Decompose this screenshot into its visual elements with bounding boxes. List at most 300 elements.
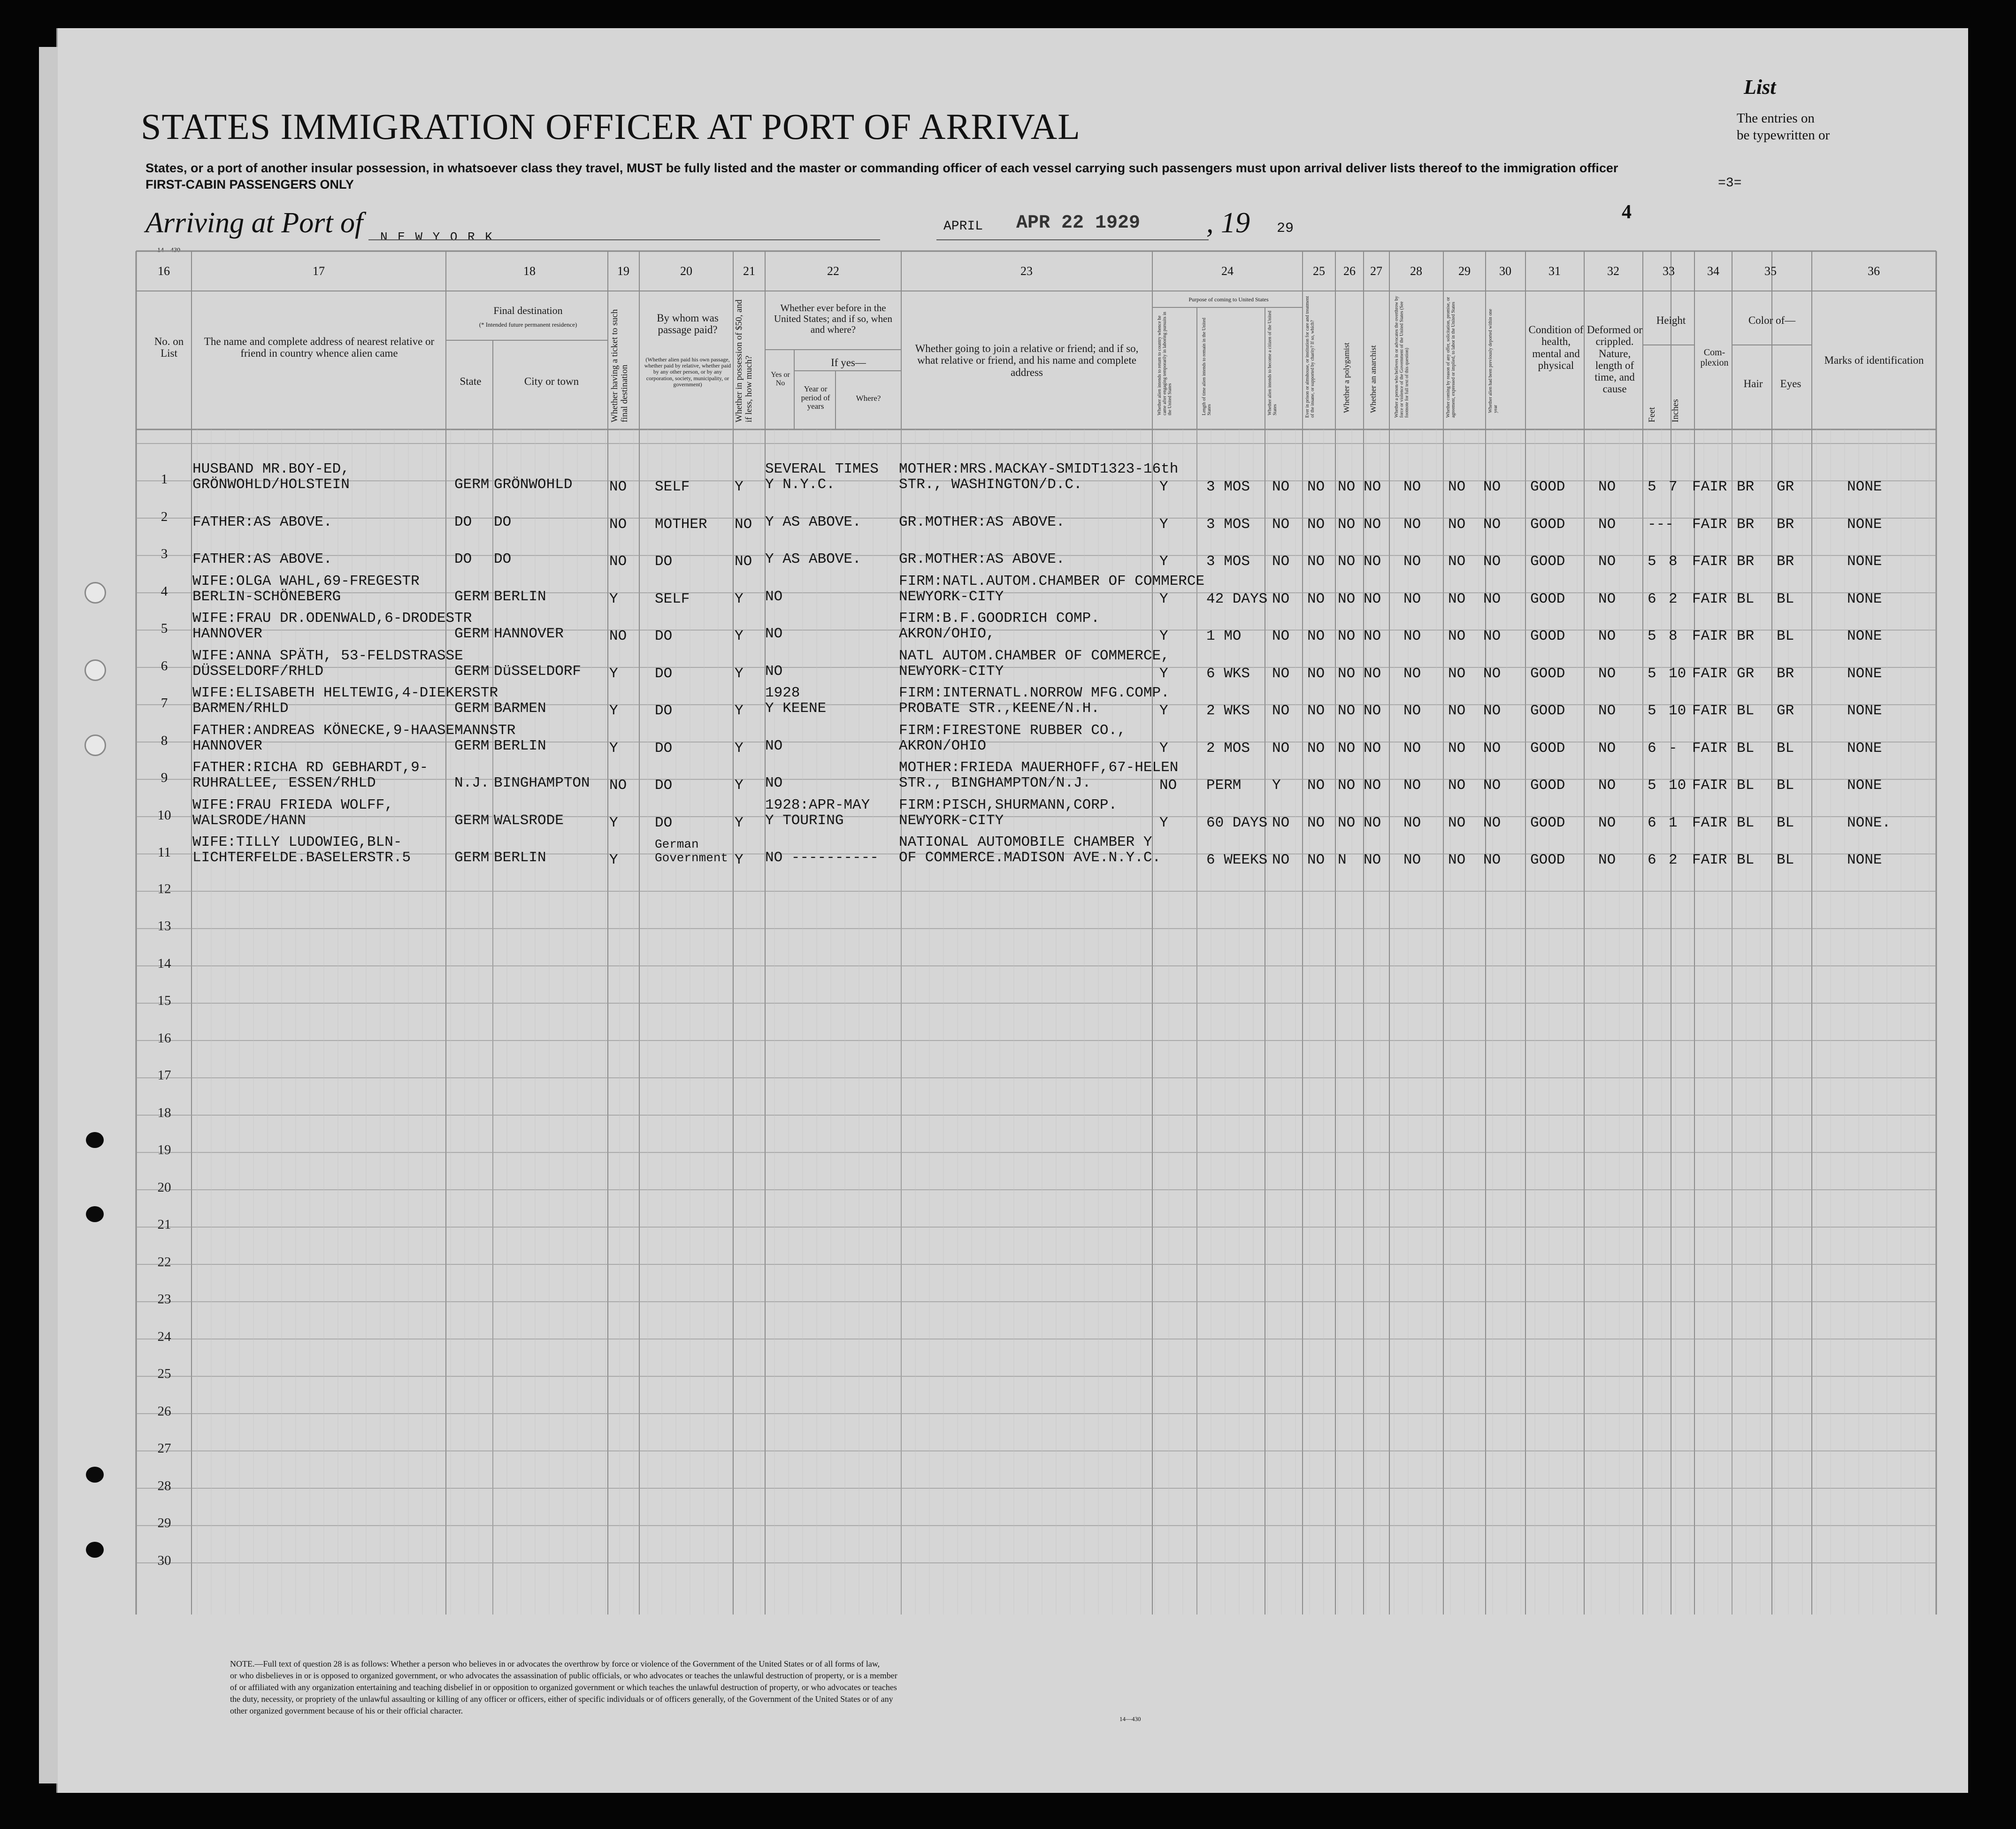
destination-city: DüSSELDORF (494, 663, 582, 680)
health-cell: GOOD (1530, 740, 1565, 757)
anarchist-cell: NO (1364, 590, 1381, 607)
passage-paid-cell: MOTHER (655, 516, 707, 533)
destination-city: BINGHAMPTON (494, 775, 590, 791)
row-number: 7 (161, 696, 168, 711)
complexion-cell: FAIR (1692, 814, 1727, 831)
header-period: Year or period of years (801, 384, 830, 411)
eye-color-cell: GR (1777, 703, 1794, 719)
row-number: 18 (157, 1105, 171, 1120)
column-number: 29 (1458, 264, 1471, 278)
hair-color-cell: BL (1737, 777, 1755, 794)
citizen-intent-cell: NO (1272, 740, 1290, 757)
footnote-line: or who disbelieves in or is opposed to organized government, or who advocates the assassination of public officials, or who advocates or teaches the unlawful destruction of property, or is a member (230, 1671, 897, 1680)
overthrow-cell: NO (1403, 852, 1421, 868)
ticket-cell: Y (609, 852, 618, 868)
polygamist-cell: NO (1338, 814, 1356, 831)
column-number: 36 (1868, 264, 1880, 278)
relative-line-2: DÜSSELDORF/RHLD (192, 663, 324, 680)
row-number: 8 (161, 733, 168, 748)
eye-color-cell: BL (1777, 590, 1794, 607)
year-prefix: , 19 (1206, 207, 1250, 239)
destination-state: DO (454, 513, 472, 530)
deported-cell: NO (1483, 777, 1501, 794)
row-number: 9 (161, 770, 168, 785)
length-of-stay-cell: 1 MO (1206, 628, 1242, 644)
money-cell: Y (735, 590, 744, 607)
complexion-cell: FAIR (1692, 852, 1727, 868)
destination-state: DO (454, 551, 472, 567)
joining-line-2: OF COMMERCE.MADISON AVE.N.Y.C. (899, 849, 1161, 866)
hair-color-cell: BL (1737, 814, 1755, 831)
relative-line-1: WIFE:FRAU DR.ODENWALD,6-DRODESTR (192, 610, 472, 627)
relative-line-2: HANNOVER (192, 626, 262, 642)
passage-paid-cell: German Government (655, 837, 728, 865)
eye-color-cell: BL (1777, 852, 1794, 868)
intends-return-cell: Y (1159, 479, 1168, 495)
hair-color-cell: BR (1737, 479, 1755, 495)
labor-offer-cell: NO (1448, 852, 1466, 868)
passage-paid-cell: DO (655, 740, 673, 757)
height-feet-cell: --- (1648, 516, 1674, 533)
row-number: 29 (157, 1515, 171, 1531)
date-stamp: APR 22 1929 (1016, 213, 1141, 234)
binder-ring (84, 735, 106, 756)
destination-city: BERLIN (494, 849, 546, 866)
identification-marks-cell: NONE. (1847, 814, 1891, 831)
previous-visit-line-2: Y AS ABOVE. (765, 513, 861, 530)
passage-paid-cell: DO (655, 628, 673, 644)
month: APRIL (943, 219, 983, 234)
eye-color-cell: BR (1777, 516, 1794, 533)
money-cell: Y (735, 740, 744, 757)
health-cell: GOOD (1530, 665, 1565, 682)
row-number: 1 (161, 472, 168, 487)
polygamist-cell: NO (1338, 628, 1356, 644)
citizen-intent-cell: NO (1272, 590, 1290, 607)
destination-city: DO (494, 551, 512, 567)
deported-cell: NO (1483, 665, 1501, 682)
citizen-intent-cell: NO (1272, 516, 1290, 533)
citizen-intent-cell: NO (1272, 479, 1290, 495)
header-before-in-us: Whether ever before in the United States; and if so, when and where? (774, 302, 892, 336)
prison-cell: NO (1307, 814, 1325, 831)
header-yes-no: Yes or No (771, 371, 790, 387)
destination-city: BARMEN (494, 700, 546, 717)
column-number: 17 (313, 264, 325, 278)
joining-line-2: GR.MOTHER:AS ABOVE. (899, 551, 1065, 567)
overthrow-cell: NO (1403, 590, 1421, 607)
column-number: 31 (1548, 264, 1561, 278)
joining-line-1: MOTHER:FRIEDA MAUERHOFF,67-HELEN (899, 759, 1179, 776)
polygamist-cell: NO (1338, 516, 1356, 533)
length-of-stay-cell: 3 MOS (1206, 479, 1250, 495)
row-number: 4 (161, 583, 168, 599)
labor-offer-cell: NO (1448, 740, 1466, 757)
anarchist-cell: NO (1364, 777, 1381, 794)
header-feet: Feet (1647, 407, 1657, 422)
joining-line-2: STR., BINGHAMPTON/N.J. (899, 775, 1091, 791)
health-cell: GOOD (1530, 814, 1565, 831)
relative-line-1: WIFE:TILLY LUDOWIEG,BLN- (192, 834, 402, 850)
header-final-destination-note: (* Intended future permanent residence) (479, 321, 577, 328)
relative-line-1: WIFE:ELISABETH HELTEWIG,4-DIEKERSTR (192, 685, 498, 701)
polygamist-cell: NO (1338, 665, 1356, 682)
hair-color-cell: BL (1737, 590, 1755, 607)
row-number: 25 (157, 1366, 171, 1381)
length-of-stay-cell: 3 MOS (1206, 553, 1250, 570)
destination-city: GRÖNWOHLD (494, 476, 573, 493)
previous-visit-line-2: NO ---------- (765, 849, 879, 866)
identification-marks-cell: NONE (1847, 777, 1882, 794)
ticket-cell: NO (609, 516, 627, 533)
destination-state: GERM (454, 626, 490, 642)
joining-line-1: FIRM:B.F.GOODRICH COMP. (899, 610, 1100, 627)
complexion-cell: FAIR (1692, 777, 1727, 794)
height-feet-cell: 5 (1648, 553, 1656, 570)
row-number: 20 (157, 1179, 171, 1195)
health-cell: GOOD (1530, 516, 1565, 533)
relative-line-1: HUSBAND MR.BOY-ED, (192, 461, 350, 477)
header-marks: Marks of identification (1824, 354, 1924, 366)
header-overthrow: Whether a person who believes in or advocates the overthrow by force or violence of the Government of the United States (See footnote for full text of this question) (1394, 296, 1410, 418)
destination-state: GERM (454, 700, 490, 717)
passage-paid-cell: DO (655, 814, 673, 831)
row-number: 13 (157, 918, 171, 934)
column-number: 26 (1343, 264, 1356, 278)
labor-offer-cell: NO (1448, 516, 1466, 533)
height-inches-cell: 10 (1669, 703, 1686, 719)
column-number: 24 (1221, 264, 1234, 278)
column-number: 30 (1499, 264, 1511, 278)
complexion-cell: FAIR (1692, 703, 1727, 719)
prison-cell: NO (1307, 628, 1325, 644)
header-deported: Whether alien had been previously deported within one year (1488, 309, 1498, 413)
joining-line-1: FIRM:NATL.AUTOM.CHAMBER OF COMMERCE (899, 573, 1205, 589)
complexion-cell: FAIR (1692, 590, 1727, 607)
money-cell: Y (735, 814, 744, 831)
relative-line-1: WIFE:ANNA SPÄTH, 53-FELDSTRASSE (192, 647, 463, 664)
footnote-line: of or affiliated with any organization entertaining and teaching disbelief in or opposition to organized government or which teaches the unlawful destruction of property, or who advocates or teaches (230, 1683, 897, 1692)
deformed-cell: NO (1598, 516, 1616, 533)
deformed-cell: NO (1598, 703, 1616, 719)
header-intends-return: Whether alien intends to return to country whence he came after engaging temporarily in laboring pursuits in the United States (1157, 312, 1173, 415)
row-number: 22 (157, 1254, 171, 1270)
header-anarchist: Whether an anarchist (1369, 345, 1378, 413)
punch-hole (86, 1132, 104, 1148)
identification-marks-cell: NONE (1847, 553, 1882, 570)
eye-color-cell: BR (1777, 553, 1794, 570)
eye-color-cell: BL (1777, 814, 1794, 831)
health-cell: GOOD (1530, 479, 1565, 495)
height-inches-cell: 8 (1669, 628, 1678, 644)
height-feet-cell: 6 (1648, 740, 1656, 757)
previous-visit-line-2: NO (765, 775, 783, 791)
health-cell: GOOD (1530, 703, 1565, 719)
deported-cell: NO (1483, 516, 1501, 533)
relative-line-2: RUHRALLEE, ESSEN/RHLD (192, 775, 376, 791)
joining-line-2: GR.MOTHER:AS ABOVE. (899, 513, 1065, 530)
column-number: 27 (1370, 264, 1382, 278)
destination-state: GERM (454, 663, 490, 680)
previous-visit-line-2: NO (765, 626, 783, 642)
complexion-cell: FAIR (1692, 740, 1727, 757)
height-inches-cell: 10 (1669, 777, 1686, 794)
row-number: 15 (157, 993, 171, 1008)
deformed-cell: NO (1598, 628, 1616, 644)
intends-return-cell: NO (1159, 777, 1177, 794)
citizen-intent-cell: NO (1272, 553, 1290, 570)
complexion-cell: FAIR (1692, 628, 1727, 644)
deformed-cell: NO (1598, 777, 1616, 794)
destination-city: HANNOVER (494, 626, 564, 642)
citizen-intent-cell: NO (1272, 703, 1290, 719)
ticket-cell: Y (609, 703, 618, 719)
previous-visit-line-1: 1928 (765, 685, 800, 701)
ticket-cell: Y (609, 814, 618, 831)
header-color-of: Color of— (1748, 314, 1796, 326)
list-number: =3= (1718, 176, 1742, 191)
joining-line-1: FIRM:FIRESTONE RUBBER CO., (899, 722, 1126, 739)
header-money: Whether in possession of $50, and if less, how much? (734, 299, 754, 422)
destination-city: BERLIN (494, 588, 546, 605)
previous-visit-line-2: NO (765, 588, 783, 605)
row-number: 26 (157, 1403, 171, 1419)
prison-cell: NO (1307, 590, 1325, 607)
anarchist-cell: NO (1364, 628, 1381, 644)
polygamist-cell: N (1338, 852, 1347, 868)
passage-paid-cell: DO (655, 553, 673, 570)
eye-color-cell: GR (1777, 479, 1794, 495)
deformed-cell: NO (1598, 814, 1616, 831)
row-number: 12 (157, 881, 171, 896)
joining-line-1: NATL AUTOM.CHAMBER OF COMMERCE, (899, 647, 1170, 664)
eye-color-cell: BL (1777, 740, 1794, 757)
previous-visit-line-1: SEVERAL TIMES (765, 461, 879, 477)
deformed-cell: NO (1598, 590, 1616, 607)
length-of-stay-cell: 3 MOS (1206, 516, 1250, 533)
page-title: STATES IMMIGRATION OFFICER AT PORT OF ARRIVAL (141, 106, 1081, 147)
ticket-cell: NO (609, 479, 627, 495)
deported-cell: NO (1483, 740, 1501, 757)
destination-state: GERM (454, 588, 490, 605)
complexion-cell: FAIR (1692, 665, 1727, 682)
header-eyes: Eyes (1780, 378, 1801, 390)
entries-note-1: The entries on (1737, 111, 1815, 126)
header-health: Condition of health, mental and physical (1528, 324, 1584, 371)
deformed-cell: NO (1598, 553, 1616, 570)
joining-line-2: AKRON/OHIO, (899, 626, 995, 642)
ticket-cell: Y (609, 740, 618, 757)
header-citizen-intent: Whether alien intends to become a citizen of the United States (1267, 311, 1278, 415)
ticket-cell: NO (609, 777, 627, 794)
prison-cell: NO (1307, 703, 1325, 719)
length-of-stay-cell: 2 WKS (1206, 703, 1250, 719)
form-code-top: 14—430 (157, 247, 180, 254)
joining-line-1: FIRM:INTERNATL.NORROW MFG.COMP. (899, 685, 1170, 701)
relative-line-1: WIFE:FRAU FRIEDA WOLFF, (192, 796, 393, 813)
row-number: 23 (157, 1292, 171, 1307)
header-final-destination: Final destination (493, 305, 563, 316)
row-number: 2 (161, 509, 168, 524)
labor-offer-cell: NO (1448, 628, 1466, 644)
eye-color-cell: BR (1777, 665, 1794, 682)
deported-cell: NO (1483, 852, 1501, 868)
row-number: 24 (157, 1329, 171, 1344)
column-number: 23 (1020, 264, 1033, 278)
anarchist-cell: NO (1364, 516, 1381, 533)
passage-paid-cell: DO (655, 777, 673, 794)
class-line: FIRST-CABIN PASSENGERS ONLY (146, 177, 354, 191)
column-number: 35 (1764, 264, 1777, 278)
intends-return-cell: Y (1159, 703, 1168, 719)
header-polygamist: Whether a polygamist (1342, 342, 1351, 413)
intends-return-cell: Y (1159, 740, 1168, 757)
height-feet-cell: 5 (1648, 479, 1656, 495)
health-cell: GOOD (1530, 852, 1565, 868)
height-inches-cell: 2 (1669, 590, 1678, 607)
row-number: 14 (157, 956, 171, 971)
relative-line-2: WALSRODE/HANN (192, 812, 306, 829)
relative-line-2: LICHTERFELDE.BASELERSTR.5 (192, 849, 411, 866)
footnote-form-code: 14—430 (1119, 1715, 1141, 1722)
height-feet-cell: 5 (1648, 703, 1656, 719)
column-number: 34 (1707, 264, 1719, 278)
joining-line-1: FIRM:PISCH,SHURMANN,CORP. (899, 796, 1118, 813)
anarchist-cell: NO (1364, 479, 1381, 495)
relative-line-1: WIFE:OLGA WAHL,69-FREGESTR (192, 573, 420, 589)
money-cell: Y (735, 479, 744, 495)
intends-return-cell: Y (1159, 665, 1168, 682)
overthrow-cell: NO (1403, 665, 1421, 682)
money-cell: NO (735, 516, 752, 533)
height-inches-cell: 10 (1669, 665, 1686, 682)
overthrow-cell: NO (1403, 740, 1421, 757)
labor-offer-cell: NO (1448, 590, 1466, 607)
destination-state: N.J. (454, 775, 490, 791)
column-number: 21 (743, 264, 755, 278)
labor-offer-cell: NO (1448, 553, 1466, 570)
length-of-stay-cell: PERM (1206, 777, 1242, 794)
length-of-stay-cell: 6 WKS (1206, 665, 1250, 682)
polygamist-cell: NO (1338, 703, 1356, 719)
identification-marks-cell: NONE (1847, 516, 1882, 533)
joining-line-2: STR., WASHINGTON/D.C. (899, 476, 1082, 493)
identification-marks-cell: NONE (1847, 740, 1882, 757)
deported-cell: NO (1483, 703, 1501, 719)
row-number: 6 (161, 658, 168, 673)
eye-color-cell: BL (1777, 628, 1794, 644)
polygamist-cell: NO (1338, 740, 1356, 757)
ticket-cell: NO (609, 553, 627, 570)
row-number: 19 (157, 1142, 171, 1157)
joining-line-2: NEWYORK-CITY (899, 812, 1004, 829)
footnote-line: the duty, necessity, or propriety of the unlawful assaulting or killing of any officer or officers, either of specific individuals or of officers generally, of the Government of the United States or of any (230, 1694, 893, 1704)
punch-hole (86, 1467, 104, 1483)
column-number: 20 (680, 264, 692, 278)
eye-color-cell: BL (1777, 777, 1794, 794)
hair-color-cell: BL (1737, 852, 1755, 868)
anarchist-cell: NO (1364, 740, 1381, 757)
header-city: City or town (524, 375, 579, 387)
anarchist-cell: NO (1364, 814, 1381, 831)
header-relative: The name and complete address of nearest relative or friend in country whence alien came (204, 336, 435, 360)
destination-state: GERM (454, 849, 490, 866)
money-cell: Y (735, 703, 744, 719)
money-cell: Y (735, 777, 744, 794)
hair-color-cell: BR (1737, 553, 1755, 570)
height-feet-cell: 6 (1648, 590, 1656, 607)
relative-line-1: FATHER:RICHA RD GEBHARDT,9- (192, 759, 429, 776)
hair-color-cell: BR (1737, 628, 1755, 644)
citizen-intent-cell: Y (1272, 777, 1281, 794)
destination-state: GERM (454, 737, 490, 754)
column-number: 25 (1313, 264, 1325, 278)
anarchist-cell: NO (1364, 703, 1381, 719)
column-number: 28 (1410, 264, 1422, 278)
destination-city: WALSRODE (494, 812, 564, 829)
money-cell: Y (735, 852, 744, 868)
polygamist-cell: NO (1338, 590, 1356, 607)
header-prison: Ever in prison or almshouse, or institution for care and treatment of the insane, or supported by charity? If so, which? (1305, 296, 1315, 418)
header-labor-offer: Whether coming by reason of any offer, solicitation, promise, or agreement, expressed or implied, to labor in the United States (1446, 297, 1456, 418)
height-inches-cell: 7 (1669, 479, 1678, 495)
deformed-cell: NO (1598, 852, 1616, 868)
labor-offer-cell: NO (1448, 479, 1466, 495)
deported-cell: NO (1483, 814, 1501, 831)
height-feet-cell: 5 (1648, 665, 1656, 682)
header-height: Height (1656, 314, 1686, 326)
previous-visit-line-2: NO (765, 737, 783, 754)
labor-offer-cell: NO (1448, 665, 1466, 682)
labor-offer-cell: NO (1448, 814, 1466, 831)
relative-line-2: FATHER:AS ABOVE. (192, 551, 332, 567)
polygamist-cell: NO (1338, 553, 1356, 570)
punch-hole (86, 1206, 104, 1222)
identification-marks-cell: NONE (1847, 665, 1882, 682)
header-complexion: Com-plexion (1700, 347, 1729, 368)
citizen-intent-cell: NO (1272, 814, 1290, 831)
anarchist-cell: NO (1364, 553, 1381, 570)
header-passage-note: (Whether alien paid his own passage, whether paid by relative, whether paid by any other person, or by any corporation, society, municipality, or government) (644, 356, 731, 388)
relative-line-1: FATHER:ANDREAS KÖNECKE,9-HAASEMANNSTR (192, 722, 516, 739)
previous-visit-line-2: Y TOURING (765, 812, 844, 829)
previous-visit-line-1: 1928:APR-MAY (765, 796, 870, 813)
complexion-cell: FAIR (1692, 516, 1727, 533)
port-name: N E W Y O R K (380, 230, 494, 244)
header-inches: Inches (1671, 399, 1680, 422)
citizen-intent-cell: NO (1272, 628, 1290, 644)
destination-state: GERM (454, 812, 490, 829)
header-where: Where? (856, 394, 881, 403)
overthrow-cell: NO (1403, 628, 1421, 644)
ticket-cell: NO (609, 628, 627, 644)
relative-line-2: HANNOVER (192, 737, 262, 754)
complexion-cell: FAIR (1692, 479, 1727, 495)
joining-line-2: PROBATE STR.,KEENE/N.H. (899, 700, 1100, 717)
anarchist-cell: NO (1364, 852, 1381, 868)
deported-cell: NO (1483, 628, 1501, 644)
overthrow-cell: NO (1403, 479, 1421, 495)
length-of-stay-cell: 60 DAYS (1206, 814, 1268, 831)
prison-cell: NO (1307, 740, 1325, 757)
deported-cell: NO (1483, 479, 1501, 495)
binder-ring (84, 659, 106, 681)
row-number: 21 (157, 1217, 171, 1232)
overthrow-cell: NO (1403, 703, 1421, 719)
height-feet-cell: 6 (1648, 814, 1656, 831)
overthrow-cell: NO (1403, 553, 1421, 570)
health-cell: GOOD (1530, 628, 1565, 644)
